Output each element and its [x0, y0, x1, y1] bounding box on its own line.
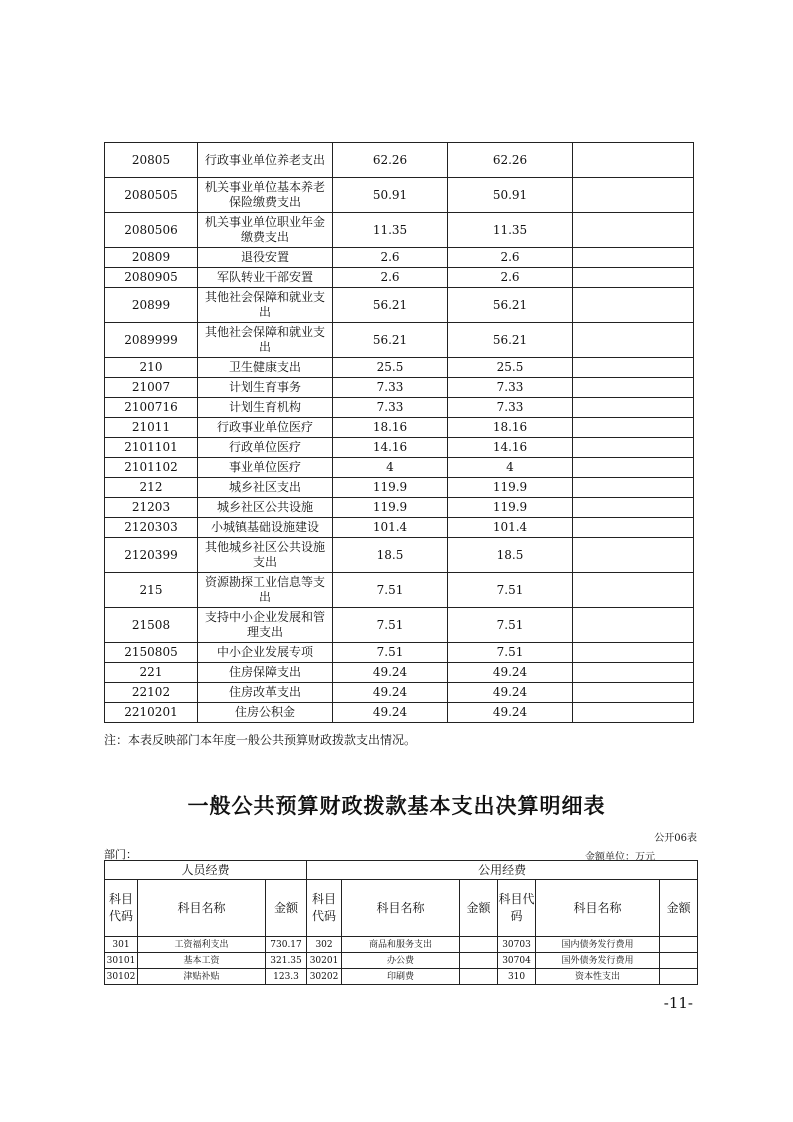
table-code: 公开06表	[654, 833, 697, 844]
table-row	[105, 418, 694, 438]
col-header-amount: 金额	[660, 880, 698, 937]
project-amount-cell	[573, 323, 694, 358]
project-amount-cell	[573, 608, 694, 643]
expenditure-table	[104, 142, 694, 723]
table-row	[105, 288, 694, 323]
subject-name-cell: 行政单位医疗	[198, 438, 333, 458]
total-amount-cell: 101.4	[333, 518, 448, 538]
basic-amount-cell: 7.33	[448, 378, 573, 398]
total-amount-cell: 49.24	[333, 683, 448, 703]
basic-amount-cell: 7.51	[448, 643, 573, 663]
table-row	[105, 478, 694, 498]
basic-amount-cell: 14.16	[448, 438, 573, 458]
subject-name-cell: 资源勘探工业信息等支出	[198, 573, 333, 608]
project-amount-cell	[573, 643, 694, 663]
subject-name-cell: 国内债务发行费用	[536, 937, 660, 953]
table-row	[105, 398, 694, 418]
subject-code-cell: 30101	[105, 953, 138, 969]
basic-amount-cell: 18.16	[448, 418, 573, 438]
subject-code-cell: 2150805	[105, 643, 198, 663]
project-amount-cell	[573, 143, 694, 178]
total-amount-cell: 50.91	[333, 178, 448, 213]
project-amount-cell	[573, 268, 694, 288]
basic-amount-cell: 25.5	[448, 358, 573, 378]
subject-code-cell: 30703	[498, 937, 536, 953]
total-amount-cell: 119.9	[333, 478, 448, 498]
table-row	[105, 969, 698, 985]
table-row	[105, 143, 694, 178]
table-row	[105, 663, 694, 683]
project-amount-cell	[573, 663, 694, 683]
col-header-amount: 金额	[460, 880, 498, 937]
subject-code-cell: 215	[105, 573, 198, 608]
subject-code-cell: 21508	[105, 608, 198, 643]
subject-amount-cell	[460, 969, 498, 985]
subject-name-cell: 商品和服务支出	[342, 937, 460, 953]
table-row	[105, 213, 694, 248]
project-amount-cell	[573, 703, 694, 723]
subject-amount-cell	[660, 953, 698, 969]
project-amount-cell	[573, 538, 694, 573]
project-amount-cell	[573, 498, 694, 518]
subject-name-cell: 城乡社区支出	[198, 478, 333, 498]
subject-code-cell: 20805	[105, 143, 198, 178]
basic-amount-cell: 119.9	[448, 478, 573, 498]
subject-code-cell: 2120399	[105, 538, 198, 573]
subject-name-cell: 行政事业单位医疗	[198, 418, 333, 438]
project-amount-cell	[573, 478, 694, 498]
subject-name-cell: 军队转业干部安置	[198, 268, 333, 288]
table-row	[105, 518, 694, 538]
table-row	[105, 248, 694, 268]
subject-code-cell: 21011	[105, 418, 198, 438]
subject-code-cell: 20899	[105, 288, 198, 323]
basic-amount-cell: 2.6	[448, 268, 573, 288]
total-amount-cell: 7.51	[333, 608, 448, 643]
basic-amount-cell: 62.26	[448, 143, 573, 178]
table-note: 注：本表反映部门本年度一般公共预算财政拨款支出情况。	[104, 733, 417, 747]
subject-code-cell: 302	[307, 937, 342, 953]
table-row	[105, 378, 694, 398]
basic-amount-cell: 56.21	[448, 288, 573, 323]
subject-name-cell: 事业单位医疗	[198, 458, 333, 478]
subject-name-cell: 其他城乡社区公共设施支出	[198, 538, 333, 573]
col-header-name: 科目名称	[138, 880, 266, 937]
table-row	[105, 643, 694, 663]
total-amount-cell: 119.9	[333, 498, 448, 518]
basic-amount-cell: 119.9	[448, 498, 573, 518]
subject-amount-cell: 321.35	[266, 953, 307, 969]
basic-amount-cell: 101.4	[448, 518, 573, 538]
project-amount-cell	[573, 288, 694, 323]
col-header-code: 科目代码	[105, 880, 138, 937]
total-amount-cell: 62.26	[333, 143, 448, 178]
table-row	[105, 323, 694, 358]
basic-amount-cell: 18.5	[448, 538, 573, 573]
total-amount-cell: 11.35	[333, 213, 448, 248]
subject-code-cell: 212	[105, 478, 198, 498]
subject-name-cell: 小城镇基础设施建设	[198, 518, 333, 538]
project-amount-cell	[573, 178, 694, 213]
subject-code-cell: 30102	[105, 969, 138, 985]
table-row	[105, 683, 694, 703]
basic-expenditure-detail-table	[104, 860, 698, 985]
subject-name-cell: 住房公积金	[198, 703, 333, 723]
basic-amount-cell: 2.6	[448, 248, 573, 268]
subject-name-cell: 其他社会保障和就业支出	[198, 288, 333, 323]
total-amount-cell: 56.21	[333, 288, 448, 323]
total-amount-cell: 49.24	[333, 663, 448, 683]
total-amount-cell: 4	[333, 458, 448, 478]
subject-code-cell: 2101102	[105, 458, 198, 478]
subject-name-cell: 机关事业单位基本养老保险缴费支出	[198, 178, 333, 213]
col-header-name: 科目名称	[342, 880, 460, 937]
basic-amount-cell: 7.51	[448, 573, 573, 608]
subject-name-cell: 国外债务发行费用	[536, 953, 660, 969]
total-amount-cell: 7.33	[333, 378, 448, 398]
group-personnel-header: 人员经费	[105, 861, 307, 880]
subject-name-cell: 办公费	[342, 953, 460, 969]
subject-name-cell: 工资福利支出	[138, 937, 266, 953]
subject-code-cell: 21203	[105, 498, 198, 518]
project-amount-cell	[573, 213, 694, 248]
basic-amount-cell: 49.24	[448, 683, 573, 703]
subject-code-cell: 20809	[105, 248, 198, 268]
subject-code-cell: 2089999	[105, 323, 198, 358]
subject-code-cell: 2100716	[105, 398, 198, 418]
subject-code-cell: 22102	[105, 683, 198, 703]
subject-code-cell: 30201	[307, 953, 342, 969]
subject-code-cell: 2210201	[105, 703, 198, 723]
total-amount-cell: 56.21	[333, 323, 448, 358]
total-amount-cell: 7.33	[333, 398, 448, 418]
subject-amount-cell: 730.17	[266, 937, 307, 953]
subject-name-cell: 津贴补贴	[138, 969, 266, 985]
subject-name-cell: 住房改革支出	[198, 683, 333, 703]
total-amount-cell: 7.51	[333, 643, 448, 663]
basic-amount-cell: 50.91	[448, 178, 573, 213]
basic-amount-cell: 4	[448, 458, 573, 478]
basic-amount-cell: 56.21	[448, 323, 573, 358]
total-amount-cell: 14.16	[333, 438, 448, 458]
subject-name-cell: 城乡社区公共设施	[198, 498, 333, 518]
column-header-row	[105, 880, 698, 937]
table-row	[105, 573, 694, 608]
total-amount-cell: 18.16	[333, 418, 448, 438]
subject-name-cell: 印刷费	[342, 969, 460, 985]
expenditure-table-body	[105, 143, 694, 723]
table-row	[105, 538, 694, 573]
subject-name-cell: 支持中小企业发展和管理支出	[198, 608, 333, 643]
subject-code-cell: 30704	[498, 953, 536, 969]
table-row	[105, 953, 698, 969]
basic-amount-cell: 7.33	[448, 398, 573, 418]
project-amount-cell	[573, 458, 694, 478]
col-header-code: 科目代码	[307, 880, 342, 937]
group-public-header: 公用经费	[307, 861, 698, 880]
subject-amount-cell	[660, 937, 698, 953]
subject-amount-cell	[460, 953, 498, 969]
table-row	[105, 703, 694, 723]
subject-code-cell: 2080506	[105, 213, 198, 248]
project-amount-cell	[573, 398, 694, 418]
amount-unit-label: 金额单位：万元	[585, 852, 655, 863]
subject-amount-cell: 123.3	[266, 969, 307, 985]
project-amount-cell	[573, 378, 694, 398]
subject-code-cell: 221	[105, 663, 198, 683]
subject-name-cell: 资本性支出	[536, 969, 660, 985]
project-amount-cell	[573, 438, 694, 458]
subject-name-cell: 退役安置	[198, 248, 333, 268]
total-amount-cell: 18.5	[333, 538, 448, 573]
page-number: -11-	[663, 994, 693, 1012]
basic-amount-cell: 11.35	[448, 213, 573, 248]
basic-amount-cell: 7.51	[448, 608, 573, 643]
project-amount-cell	[573, 683, 694, 703]
subject-name-cell: 卫生健康支出	[198, 358, 333, 378]
document-title: 一般公共预算财政拨款基本支出决算明细表	[187, 794, 606, 818]
subject-amount-cell	[660, 969, 698, 985]
basic-amount-cell: 49.24	[448, 703, 573, 723]
group-header-row	[105, 861, 698, 880]
col-header-name: 科目名称	[536, 880, 660, 937]
total-amount-cell: 7.51	[333, 573, 448, 608]
project-amount-cell	[573, 518, 694, 538]
detail-table-body	[105, 861, 698, 985]
project-amount-cell	[573, 418, 694, 438]
project-amount-cell	[573, 248, 694, 268]
subject-name-cell: 行政事业单位养老支出	[198, 143, 333, 178]
table-row	[105, 358, 694, 378]
total-amount-cell: 49.24	[333, 703, 448, 723]
table-row	[105, 458, 694, 478]
table-row	[105, 608, 694, 643]
project-amount-cell	[573, 573, 694, 608]
subject-amount-cell	[460, 937, 498, 953]
col-header-amount: 金额	[266, 880, 307, 937]
subject-name-cell: 其他社会保障和就业支出	[198, 323, 333, 358]
subject-code-cell: 2080905	[105, 268, 198, 288]
col-header-code: 科目代码	[498, 880, 536, 937]
subject-name-cell: 机关事业单位职业年金缴费支出	[198, 213, 333, 248]
subject-code-cell: 2080505	[105, 178, 198, 213]
subject-name-cell: 计划生育事务	[198, 378, 333, 398]
department-label: 部门：	[104, 848, 137, 861]
table-row	[105, 498, 694, 518]
subject-code-cell: 21007	[105, 378, 198, 398]
total-amount-cell: 25.5	[333, 358, 448, 378]
subject-code-cell: 2120303	[105, 518, 198, 538]
project-amount-cell	[573, 358, 694, 378]
subject-code-cell: 2101101	[105, 438, 198, 458]
subject-code-cell: 310	[498, 969, 536, 985]
basic-amount-cell: 49.24	[448, 663, 573, 683]
subject-code-cell: 210	[105, 358, 198, 378]
table-row	[105, 438, 694, 458]
total-amount-cell: 2.6	[333, 268, 448, 288]
subject-name-cell: 中小企业发展专项	[198, 643, 333, 663]
subject-code-cell: 301	[105, 937, 138, 953]
subject-name-cell: 计划生育机构	[198, 398, 333, 418]
subject-name-cell: 住房保障支出	[198, 663, 333, 683]
subject-code-cell: 30202	[307, 969, 342, 985]
table-row	[105, 937, 698, 953]
total-amount-cell: 2.6	[333, 248, 448, 268]
table-row	[105, 268, 694, 288]
subject-name-cell: 基本工资	[138, 953, 266, 969]
table-row	[105, 178, 694, 213]
